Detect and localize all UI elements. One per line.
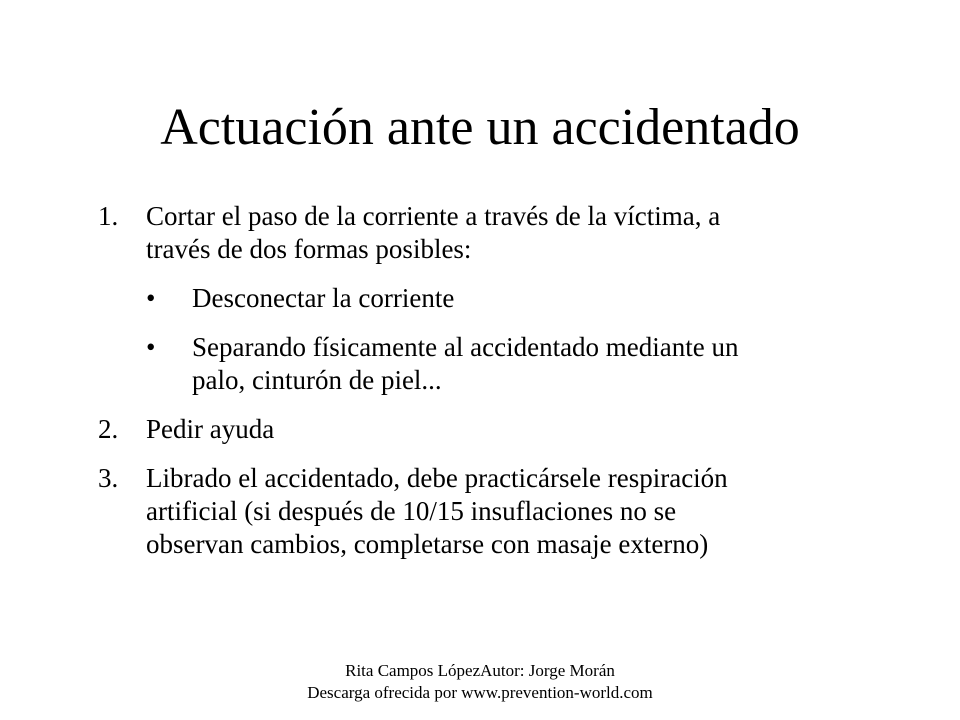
sub-item-line: Separando físicamente al accidentado mediante un (192, 332, 739, 362)
list-item-3 (98, 462, 858, 561)
list-number: 2. (98, 414, 119, 444)
slide-content (98, 200, 858, 561)
list-item-1 (98, 200, 858, 266)
bullet-icon: • (146, 332, 156, 362)
list-item-2 (98, 413, 858, 446)
sub-item-2 (98, 331, 858, 397)
slide-title: Actuación ante un accidentado (160, 99, 800, 156)
sub-item-line: palo, cinturón de piel... (192, 365, 442, 395)
slide-footer (0, 660, 960, 704)
list-item-line: Cortar el paso de la corriente a través de la víctima, a (146, 201, 721, 231)
list-item-line: observan cambios, completarse con masaje externo) (146, 529, 709, 559)
list-number: 3. (98, 463, 119, 493)
list-item-line: artificial (si después de 10/15 insuflaciones no se (146, 496, 677, 526)
bullet-icon: • (146, 283, 156, 313)
footer-source-line: Descarga ofrecida por www.prevention-world.com (307, 683, 653, 702)
sub-item-line: Desconectar la corriente (192, 283, 455, 313)
list-item-line: través de dos formas posibles: (146, 234, 472, 264)
list-number: 1. (98, 201, 119, 231)
list-item-line: Pedir ayuda (146, 414, 275, 444)
sub-item-1 (98, 282, 858, 315)
footer-author-line: Rita Campos LópezAutor: Jorge Morán (345, 661, 615, 680)
list-item-line: Librado el accidentado, debe practicársele respiración (146, 463, 728, 493)
